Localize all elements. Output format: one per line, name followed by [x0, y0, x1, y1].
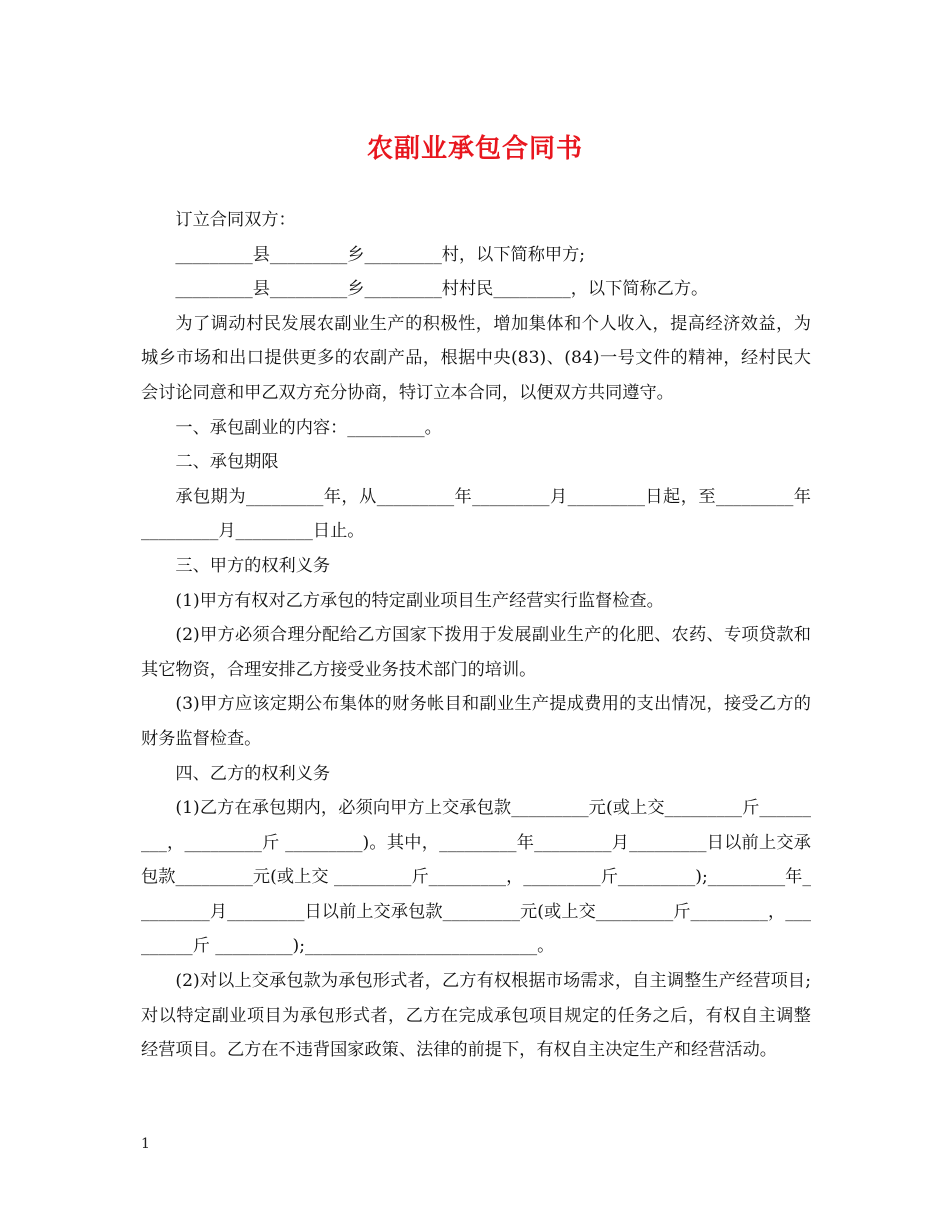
- paragraph-party-a-right-1: (1)甲方有权对乙方承包的特定副业项目生产经营实行监督检查。: [175, 590, 664, 611]
- paragraph-term: 承包期为_________年，从_________年_________月_________日起，至_________年_________月_________日止。: [141, 486, 811, 542]
- paragraph-party-a-right-3: (3)甲方应该定期公布集体的财务帐目和副业生产提成费用的支出情况，接受乙方的财务监督检查。: [141, 694, 811, 749]
- paragraph-party-a-right-2: (2)甲方必须合理分配给乙方国家下拨用于发展副业生产的化肥、农药、专项贷款和其它物资，合理安排乙方接受业务技术部门的培训。: [141, 625, 811, 680]
- page-number: 1: [141, 1136, 150, 1152]
- section-heading-party-a-rights: 三、甲方的权利义务: [175, 555, 331, 576]
- document-body: [141, 203, 811, 1068]
- paragraph-party-b: _________县_________乡_________村村民_________，以下简称乙方。: [175, 279, 709, 300]
- paragraph-party-b-right-1: (1)乙方在承包期内，必须向甲方上交承包款_________元(或上交_________斤_________，_________斤 _________)。其中，_________年_________月_________日以前上交承包款_________元(或上交 _________斤_________，_________斤_________);_________年_________月_________日以前上交承包款_________元(或上交_________斤_________，_________斤 _________);___________________________。: [141, 798, 811, 957]
- paragraph-parties-heading: 订立合同双方：: [175, 210, 296, 230]
- section-heading-party-b-rights: 四、乙方的权利义务: [175, 763, 331, 784]
- document-title: 农副业承包合同书: [366, 134, 583, 164]
- section-heading-content: 一、承包副业的内容：_________。: [175, 417, 442, 438]
- paragraph-preamble: 为了调动村民发展农副业生产的积极性，增加集体和个人收入，提高经济效益，为城乡市场和出口提供更多的农副产品，根据中央(83)、(84)一号文件的精神，经村民大会讨论同意和甲乙双方充分协商，特订立本合同，以便双方共同遵守。: [141, 313, 811, 403]
- section-heading-term: 二、承包期限: [175, 452, 279, 473]
- paragraph-party-b-right-2: (2)对以上交承包款为承包形式者，乙方有权根据市场需求，自主调整生产经营项目;对以特定副业项目为承包形式者，乙方在完成承包项目规定的任务之后，有权自主调整经营项目。乙方在不违背国家政策、法律的前提下，有权自主决定生产和经营活动。: [141, 971, 811, 1061]
- paragraph-party-a: _________县_________乡_________村，以下简称甲方;: [175, 244, 586, 265]
